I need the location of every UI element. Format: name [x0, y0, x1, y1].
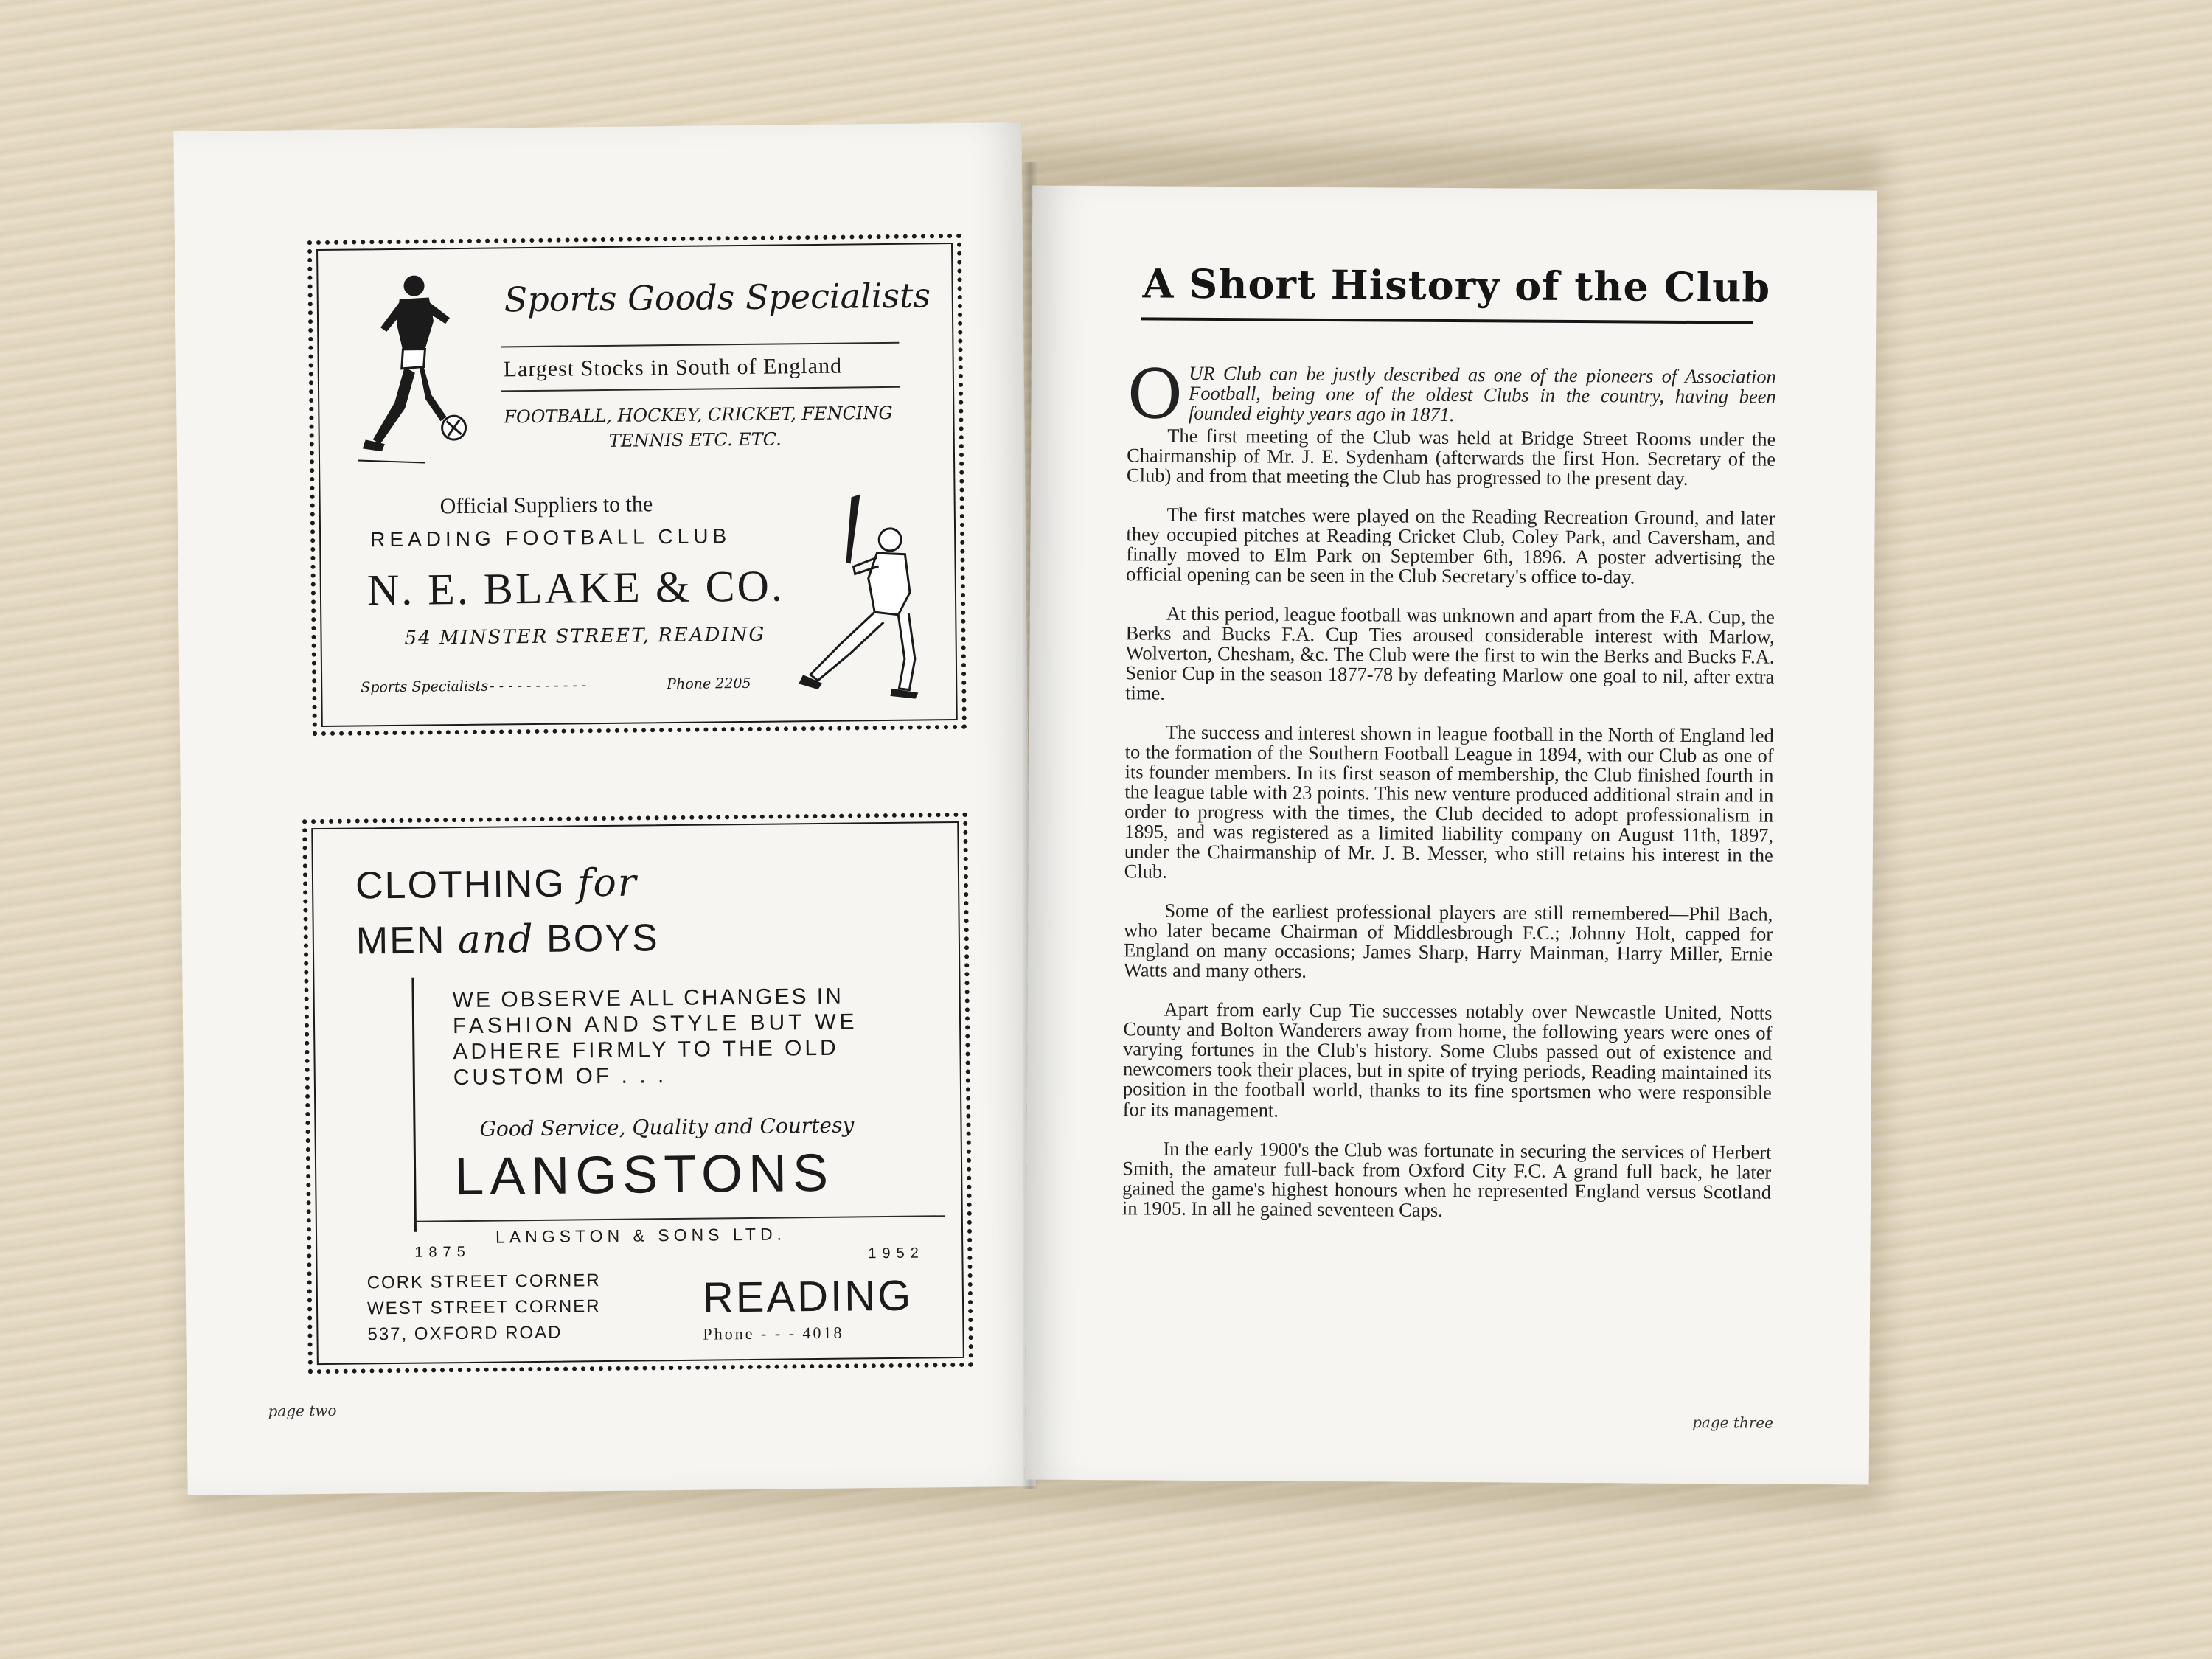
langstons-observe-4: CUSTOM OF . . .	[453, 1063, 667, 1091]
history-text	[1121, 355, 1776, 1241]
langstons-address-3: 537, OXFORD ROAD	[367, 1322, 563, 1345]
langstons-heading-clothing: CLOTHING	[355, 862, 566, 908]
drop-cap: O	[1127, 355, 1183, 434]
langstons-address-1: CORK STREET CORNER	[366, 1270, 601, 1293]
intro-italic-text: UR Club can be justly described as one of the pioneers of Association Football, being one of the oldest Clubs in the country, having been founded eighty years ago in 1871.	[1188, 361, 1776, 426]
langstons-observe-3: ADHERE FIRMLY TO THE OLD	[453, 1035, 839, 1065]
blake-sports-line1: FOOTBALL, HOCKEY, CRICKET, FENCING	[504, 402, 893, 428]
langstons-heading-line1	[355, 861, 638, 908]
langstons-brand: LANGSTONS	[453, 1143, 835, 1207]
footballer-illustration-icon	[341, 269, 469, 470]
title-rule	[1141, 317, 1753, 324]
blake-official: Official Suppliers to the	[439, 492, 653, 519]
intro-paragraph	[1127, 355, 1776, 434]
right-page	[1025, 186, 1877, 1485]
langstons-motto: Good Service, Quality and Courtesy	[479, 1113, 855, 1141]
langstons-heading-men: MEN	[355, 919, 446, 963]
blake-footer-left: Sports Specialists	[361, 678, 489, 696]
langstons-observe-2: FASHION AND STYLE BUT WE	[452, 1009, 858, 1039]
page-number-left: page two	[268, 1401, 337, 1420]
page-title: A Short History of the Club	[1142, 260, 1771, 311]
cricketer-illustration-icon	[786, 489, 928, 704]
langstons-year-end: 1952	[868, 1245, 925, 1262]
blake-advert	[307, 234, 967, 736]
langstons-heading-and: and	[457, 917, 535, 963]
history-paragraph-7: In the early 1900's the Club was fortunate in securing the services of Herbert Smith, the amateur full-back from Oxford City F.C. A grand full back, he later gained the game's highest honours when he represented England versus Scotland in 1905. In all he gained seventeen Caps.	[1121, 1137, 1772, 1221]
history-paragraph-3: At this period, league football was unknown and apart from the F.A. Cup, the Berks and Bucks F.A. Cup Ties aroused considerable interest with Marlow, Wolverton, Chesham, &c. The Club were the first to win the Berks and Bucks F.A. Senior Cup in the season 1877-78 by defeating Marlow one goal to nil, after extra time.	[1125, 602, 1775, 704]
blake-company: N. E. BLAKE & CO.	[366, 561, 785, 615]
blake-club: READING FOOTBALL CLUB	[369, 524, 731, 552]
langstons-year-start: 1875	[414, 1243, 471, 1261]
langstons-company: LANGSTON & SONS LTD.	[495, 1224, 787, 1247]
history-paragraph-5: Some of the earliest professional players are still remembered—Phil Bach, who later became Chairman of Middlesbrough F.C.; Johnny Holt, capped for England on many occasions; James Sharp, Harry Mainman, Harry Miller, Ernie Watts and many others.	[1123, 899, 1773, 983]
page-number-right: page three	[1692, 1413, 1774, 1432]
langstons-observe-1: WE OBSERVE ALL CHANGES IN	[452, 984, 844, 1013]
blake-stocks: Largest Stocks in South of England	[503, 353, 843, 382]
langstons-heading-boys: BOYS	[546, 917, 659, 961]
langstons-town: READING	[702, 1271, 914, 1322]
history-paragraph-4: The success and interest shown in league football in the North of England led to the formation of the Southern Football League in 1894, with our Club as one of its founder members. In its first season of membership, the Club finished fourth in the league table with 23 points. This new venture produced additional strain and in order to progress with the times, the Club decided to adopt professionalism in 1895, and was registered as a limited liability company on August 11th, 1897, under the Chairmanship of Mr. J. B. Messer, who still retains his interest in the Club.	[1124, 720, 1774, 883]
left-page	[173, 122, 1035, 1495]
blake-address: 54 MINSTER STREET, READING	[404, 623, 766, 650]
blake-sports-line2: TENNIS ETC. ETC.	[608, 428, 782, 451]
langstons-address-2: WEST STREET CORNER	[366, 1296, 601, 1319]
blake-headline: Sports Goods Specialists	[504, 275, 931, 320]
history-paragraph-2: The first matches were played on the Reading Recreation Ground, and later they occupied pitches at Reading Cricket Club, Coley Park, and Caversham, and finally moved to Elm Park on September 6th, 1896. A poster advertising the official opening can be seen in the Club Secretary's office to-day.	[1126, 503, 1775, 588]
langstons-phone: Phone - - - 4018	[703, 1323, 844, 1343]
langstons-heading-for: for	[577, 860, 638, 906]
langstons-advert	[302, 813, 973, 1374]
langstons-heading-line2	[356, 916, 659, 963]
history-paragraph-1: The first meeting of the Club was held at Bridge Street Rooms under the Chairmanship of Mr. J. E. Sydenham (afterwards the first Hon. Secretary of the Club) and from that meeting the Club has progressed to the present day.	[1126, 424, 1776, 490]
blake-footer-phone: Phone 2205	[667, 675, 751, 693]
history-paragraph-6: Apart from early Cup Tie successes notably over Newcastle United, Notts County and Bolton Wanderers away from home, the following years were ones of varying fortunes in the Club's history. Some Clubs passed out of existence and newcomers took their places, but in spite of trying periods, Reading maintained its position in the football world, thanks to its fine sportsmen who were responsible for its management.	[1122, 998, 1773, 1121]
blake-footer-dashes: - - - - - - - - - - -	[490, 677, 587, 695]
